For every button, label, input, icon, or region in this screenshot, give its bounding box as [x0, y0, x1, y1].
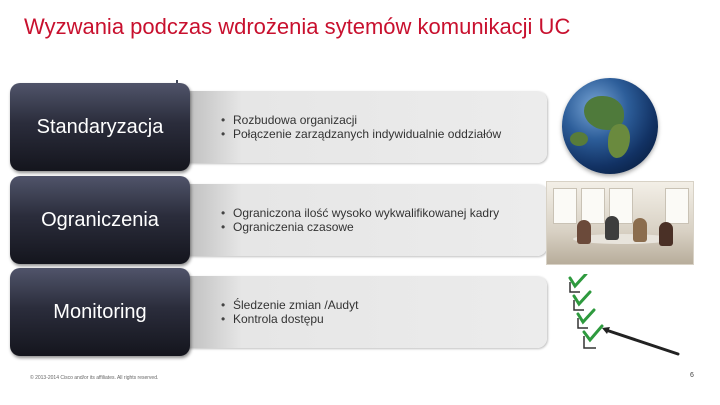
window-shape	[665, 188, 689, 224]
continent-shape	[608, 124, 630, 158]
challenge-description-box	[175, 91, 547, 163]
office-meeting-image	[546, 181, 694, 265]
challenge-label: Standaryzacja	[10, 83, 190, 171]
challenge-description-box	[175, 276, 547, 348]
slide-title: Wyzwania podczas wdrożenia sytemów komunikacji UC	[24, 14, 571, 39]
challenge-label: Ograniczenia	[10, 176, 190, 264]
globe-image	[562, 78, 658, 174]
challenge-row-ograniczenia	[10, 176, 540, 264]
copyright-footer: © 2013-2014 Cisco and/or its affiliates. All rights reserved.	[30, 375, 159, 381]
person-shape	[633, 218, 647, 242]
challenge-row-standaryzacja	[10, 83, 540, 171]
person-shape	[659, 222, 673, 246]
bullet-item: • Ograniczenia czasowe	[221, 220, 539, 234]
page-number: 6	[690, 372, 694, 379]
continent-shape	[570, 132, 588, 146]
window-shape	[581, 188, 605, 224]
window-shape	[553, 188, 577, 224]
bullet-item: • Ograniczona ilość wysoko wykwalifikowanej kadry	[221, 206, 539, 220]
person-shape	[605, 216, 619, 240]
challenge-description-box	[175, 184, 547, 256]
bullet-item: • Kontrola dostępu	[221, 312, 539, 326]
challenge-row-monitoring	[10, 268, 540, 356]
checklist-image	[566, 274, 686, 358]
bullet-item: • Śledzenie zmian /Audyt	[221, 298, 539, 312]
person-shape	[577, 220, 591, 244]
challenge-label: Monitoring	[10, 268, 190, 356]
bullet-item: • Rozbudowa organizacji	[221, 113, 539, 127]
bullet-item: • Połączenie zarządzanych indywidualnie oddziałów	[221, 127, 539, 141]
